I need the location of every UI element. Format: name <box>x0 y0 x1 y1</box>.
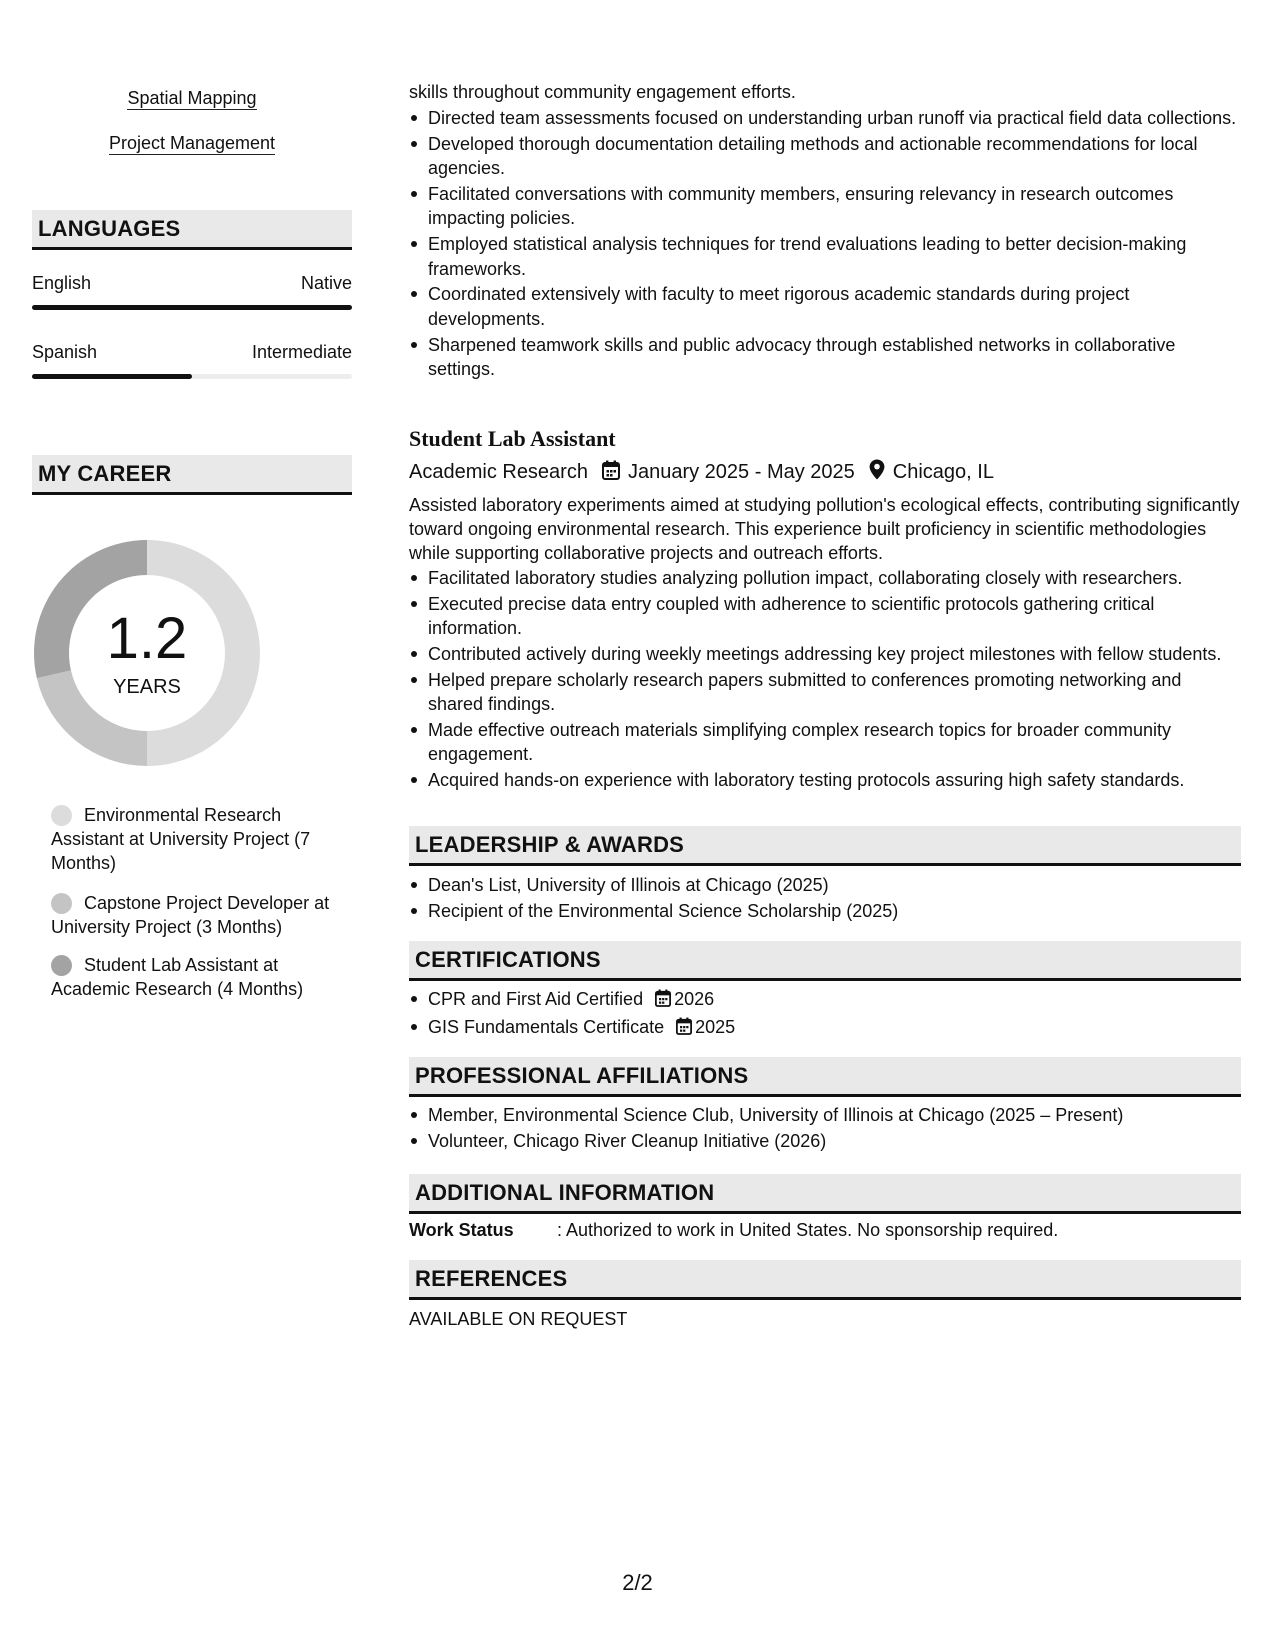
languages-heading: LANGUAGES <box>32 210 352 250</box>
map-pin-icon <box>869 459 885 486</box>
references-heading: REFERENCES <box>409 1260 1241 1300</box>
certification-year: 2025 <box>695 1016 736 1037</box>
bullet-item: Directed team assessments focused on understanding urban runoff via practical field data collections. <box>409 106 1241 130</box>
bullet-item: Volunteer, Chicago River Cleanup Initiative (2026) <box>409 1129 1241 1153</box>
bullet-item: Acquired hands-on experience with laboratory testing protocols assuring high safety standards. <box>409 768 1241 792</box>
certification-year: 2026 <box>674 989 715 1009</box>
bullet-item: Helped prepare scholarly research papers submitted to conferences promoting networking and shared findings. <box>409 668 1241 717</box>
language-name: Spanish <box>32 342 98 362</box>
work-status-label: Work Status <box>409 1220 514 1240</box>
language-proficiency-fill <box>32 305 352 310</box>
language-name: English <box>32 273 92 293</box>
bullet-item: Recipient of the Environmental Science Scholarship (2025) <box>409 899 1241 923</box>
leadership-heading: LEADERSHIP & AWARDS <box>409 826 1241 866</box>
work-status-value: : Authorized to work in United States. No sponsorship required. <box>557 1220 1059 1240</box>
bullet-item: Executed precise data entry coupled with adherence to scientific protocols gathering critical information. <box>409 592 1241 641</box>
job-title: Student Lab Assistant <box>409 426 616 451</box>
job-bullets <box>409 566 1241 794</box>
bullet-item: Member, Environmental Science Club, University of Illinois at Chicago (2025 – Present) <box>409 1103 1241 1127</box>
language-proficiency-bar <box>32 374 352 379</box>
references-text: AVAILABLE ON REQUEST <box>409 1309 628 1329</box>
career-total-unit: YEARS <box>113 676 181 698</box>
language-proficiency-bar <box>32 305 352 310</box>
skill-spatial-mapping <box>32 88 352 109</box>
skill-label: Project Management <box>108 133 276 153</box>
job-company: Academic Research <box>409 461 588 483</box>
career-legend-item: Capstone Project Developer at University Project (3 Months) <box>51 893 330 937</box>
certification-item <box>409 1015 1241 1041</box>
job-dates: January 2025 - May 2025 <box>627 461 855 483</box>
previous-job-bullets <box>409 106 1241 383</box>
career-legend-item: Environmental Research Assistant at University Project (7 Months) <box>51 805 311 873</box>
leadership-list <box>409 873 1241 925</box>
bullet-item: Made effective outreach materials simplifying complex research topics for broader community engagement. <box>409 718 1241 767</box>
language-proficiency-fill <box>32 374 192 379</box>
bullet-item: Sharpened teamwork skills and public advocacy through established networks in collaborative settings. <box>409 333 1241 382</box>
certifications-list <box>409 987 1241 1043</box>
affiliations-list <box>409 1103 1241 1155</box>
language-level: Intermediate <box>251 342 352 362</box>
calendar-icon <box>602 460 620 486</box>
skill-project-management <box>32 133 352 154</box>
skill-label: Spatial Mapping <box>127 88 257 108</box>
calendar-icon <box>676 1017 692 1041</box>
career-legend-item: Student Lab Assistant at Academic Research (4 Months) <box>51 955 304 999</box>
certification-name: CPR and First Aid Certified <box>428 989 644 1009</box>
bullet-item: Coordinated extensively with faculty to meet rigorous academic standards during project developments. <box>409 282 1241 331</box>
career-heading: MY CAREER <box>32 455 352 495</box>
additional-info-heading: ADDITIONAL INFORMATION <box>409 1174 1241 1214</box>
language-level: Native <box>300 273 352 293</box>
bullet-item: Facilitated conversations with community members, ensuring relevancy in research outcomes impacting policies. <box>409 182 1241 231</box>
bullet-item: Contributed actively during weekly meetings addressing key project milestones with fellow students. <box>409 642 1241 666</box>
career-donut-chart <box>32 538 262 768</box>
certifications-heading: CERTIFICATIONS <box>409 941 1241 981</box>
calendar-icon <box>655 989 671 1013</box>
certification-name: GIS Fundamentals Certificate <box>428 1016 665 1037</box>
job-summary: Assisted laboratory experiments aimed at studying pollution's ecological effects, contributing significantly toward ongoing environmental research. This experience built proficiency in scientific methodologies while supporting collaborative projects and outreach efforts. <box>409 495 1240 563</box>
bullet-item: Facilitated laboratory studies analyzing pollution impact, collaborating closely with researchers. <box>409 566 1241 590</box>
intro-continuation: skills throughout community engagement efforts. <box>409 82 796 102</box>
bullet-item: Employed statistical analysis techniques for trend evaluations leading to better decision-making frameworks. <box>409 232 1241 281</box>
career-total-years: 1.2 <box>106 606 188 671</box>
affiliations-heading: PROFESSIONAL AFFILIATIONS <box>409 1057 1241 1097</box>
job-location: Chicago, IL <box>892 461 994 483</box>
page-number: 2/2 <box>622 1570 653 1595</box>
job-meta <box>409 459 994 486</box>
certification-item <box>409 987 1241 1013</box>
bullet-item: Developed thorough documentation detailing methods and actionable recommendations for local agencies. <box>409 132 1241 181</box>
bullet-item: Dean's List, University of Illinois at Chicago (2025) <box>409 873 1241 897</box>
